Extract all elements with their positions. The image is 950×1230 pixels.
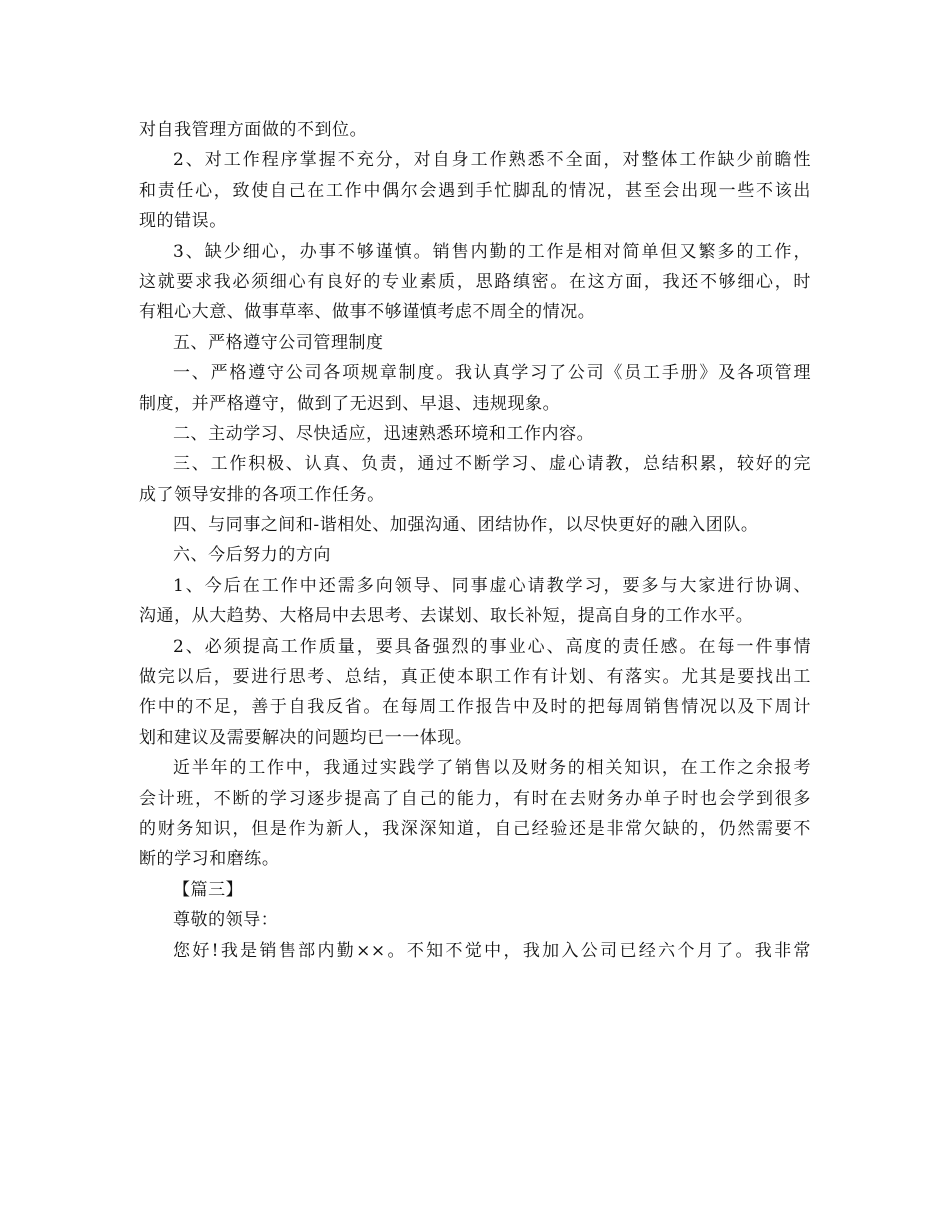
text-line: 3、缺少细心，办事不够谨慎。销售内勤的工作是相对简单但又繁多的工作， <box>173 241 811 262</box>
text-line: 尊敬的领导： <box>173 910 279 931</box>
text-line: 成了领导安排的各项工作任务。 <box>139 484 385 505</box>
text-line: 四、与同事之间和-谐相处、加强沟通、团结协作，以尽快更好的融入团队。 <box>173 515 759 536</box>
text-line: 的财务知识，但是作为新人，我深深知道，自己经验还是非常欠缺的，仍然需要不 <box>139 818 811 839</box>
text-line: 一、严格遵守公司各项规章制度。我认真学习了公司《员工手册》及各项管理 <box>173 363 811 384</box>
text-line: 2、必须提高工作质量，要具备强烈的事业心、高度的责任感。在每一件事情 <box>173 636 811 657</box>
text-line: 沟通，从大趋势、大格局中去思考、去谋划、取长补短，提高自身的工作水平。 <box>139 606 754 627</box>
text-line: 对自我管理方面做的不到位。 <box>139 120 368 140</box>
text-line: 近半年的工作中，我通过实践学了销售以及财务的相关知识，在工作之余报考 <box>173 758 811 779</box>
text-line: 您好!我是销售部内勤××。不知不觉中，我加入公司已经六个月了。我非常 <box>173 940 811 961</box>
text-line: 二、主动学习、尽快适应，迅速熟悉环境和工作内容。 <box>173 423 595 444</box>
text-line: 【篇三】 <box>173 879 244 900</box>
text-line: 制度，并严格遵守，做到了无迟到、早退、违规现象。 <box>139 393 561 414</box>
document-body <box>139 115 811 966</box>
text-line: 断的学习和磨练。 <box>139 849 280 870</box>
text-line: 作中的不足，善于自我反省。在每周工作报告中及时的把每周销售情况以及下周计 <box>139 697 811 718</box>
text-line: 划和建议及需要解决的问题均已一一体现。 <box>139 727 473 748</box>
text-line: 有粗心大意、做事草率、做事不够谨慎考虑不周全的情况。 <box>139 302 596 323</box>
text-line: 六、今后努力的方向 <box>173 545 331 566</box>
text-line: 1、今后在工作中还需多向领导、同事虚心请教学习，要多与大家进行协调、 <box>173 575 811 596</box>
text-line: 三、工作积极、认真、负责，通过不断学习、虚心请教，总结积累，较好的完 <box>173 454 811 475</box>
text-line: 会计班，不断的学习逐步提高了自己的能力，有时在去财务办单子时也会学到很多 <box>139 788 811 809</box>
text-line: 做完以后，要进行思考、总结，真正使本职工作有计划、有落实。尤其是要找出工 <box>139 667 811 688</box>
text-line: 现的错误。 <box>139 211 227 232</box>
text-line: 五、严格遵守公司管理制度 <box>173 332 384 353</box>
text-line: 和责任心，致使自己在工作中偶尔会遇到手忙脚乱的情况，甚至会出现一些不该出 <box>139 180 811 201</box>
text-line: 2、对工作程序掌握不充分，对自身工作熟悉不全面，对整体工作缺少前瞻性 <box>173 150 811 171</box>
text-line: 这就要求我必须细心有良好的专业素质，思路缜密。在这方面，我还不够细心，时 <box>139 271 811 292</box>
